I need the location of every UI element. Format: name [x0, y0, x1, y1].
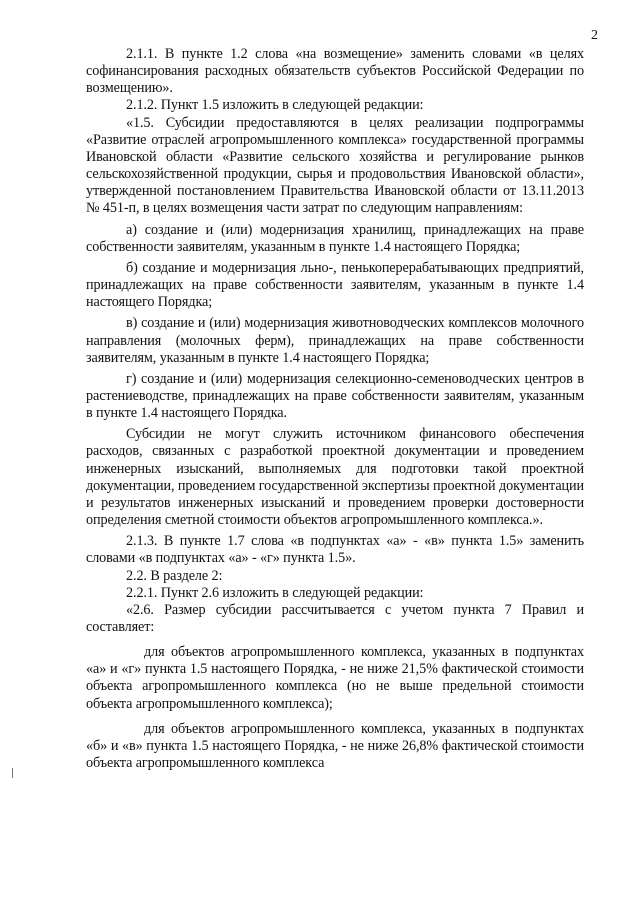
paragraph-1-5-intro: «1.5. Субсидии предоставляются в целях реализации подпрограммы «Развитие отраслей агропромышленного комплекса» государственной программы Ивановской области «Развитие сельского хозяйства и регулирование рынков сельскохозяйственной продукции, сырья и продовольствия Ивановской области», утвержденной постановлением Правительства Ивановской области от 13.11.2013 № 451-п, в целях возмещения части затрат по следующим направлениям: [86, 114, 584, 217]
paragraph-2-1-1: 2.1.1. В пункте 1.2 слова «на возмещение» заменить словами «в целях софинансирования расходных обязательств субъектов Российской Федерации по возмещению». [86, 46, 584, 97]
paragraph-2-2-1: 2.2.1. Пункт 2.6 изложить в следующей редакции: [126, 584, 424, 601]
paragraph-rate-b-v: для объектов агропромышленного комплекса, указанных в подпунктах «б» и «в» пункта 1.5 настоящего Порядка, - не ниже 26,8% фактической стоимости объекта агропромышленного комплекса [86, 720, 584, 772]
paragraph-2-6-intro: «2.6. Размер субсидии рассчитывается с учетом пункта 7 Правил и составляет: [86, 601, 584, 635]
paragraph-2-1-3: 2.1.3. В пункте 1.7 слова «в подпунктах «а» - «в» пункта 1.5» заменить словами «в подпунктах «а» - «г» пункта 1.5». [86, 533, 584, 567]
list-item-b: б) создание и модернизация льно-, пенькоперерабатывающих предприятий, принадлежащих на праве собственности заявителям, указанным в пункте 1.4 настоящего Порядка; [86, 259, 584, 311]
paragraph-subsidy-limits: Субсидии не могут служить источником финансового обеспечения расходов, связанных с разработкой проектной документации и проведением инженерных изысканий, выполняемых для подготовки такой проектной документации, проведением государственной экспертизы проектной документации и результатов инженерных изысканий и проведением проверки достоверности определения сметной стоимости объектов агропромышленного комплекса.». [86, 426, 584, 529]
paragraph-2-2: 2.2. В разделе 2: [126, 567, 223, 584]
list-item-g: г) создание и (или) модернизация селекционно-семеноводческих центров в растениеводстве, принадлежащих на праве собственности заявителям, указанным в пункте 1.4 настоящего Порядка. [86, 370, 584, 422]
paragraph-rate-a-g: для объектов агропромышленного комплекса, указанных в подпунктах «а» и «г» пункта 1.5 настоящего Порядка, - не ниже 21,5% фактической стоимости объекта агропромышленного комплекса (но не выше предельной стоимости объекта агропромышленного комплекса); [86, 644, 584, 712]
page-number: 2 [591, 28, 598, 43]
list-item-v: в) создание и (или) модернизация животноводческих комплексов молочного направления (молочных ферм), принадлежащих на праве собственности заявителям, указанным в пункте 1.4 настоящего Порядка; [86, 315, 584, 366]
paragraph-2-1-2: 2.1.2. Пункт 1.5 изложить в следующей редакции: [126, 97, 424, 114]
scan-margin-mark [12, 768, 13, 778]
list-item-a: а) создание и (или) модернизация хранилищ, принадлежащих на праве собственности заявителям, указанным в пункте 1.4 настоящего Порядка; [86, 221, 584, 255]
document-body [86, 46, 584, 772]
